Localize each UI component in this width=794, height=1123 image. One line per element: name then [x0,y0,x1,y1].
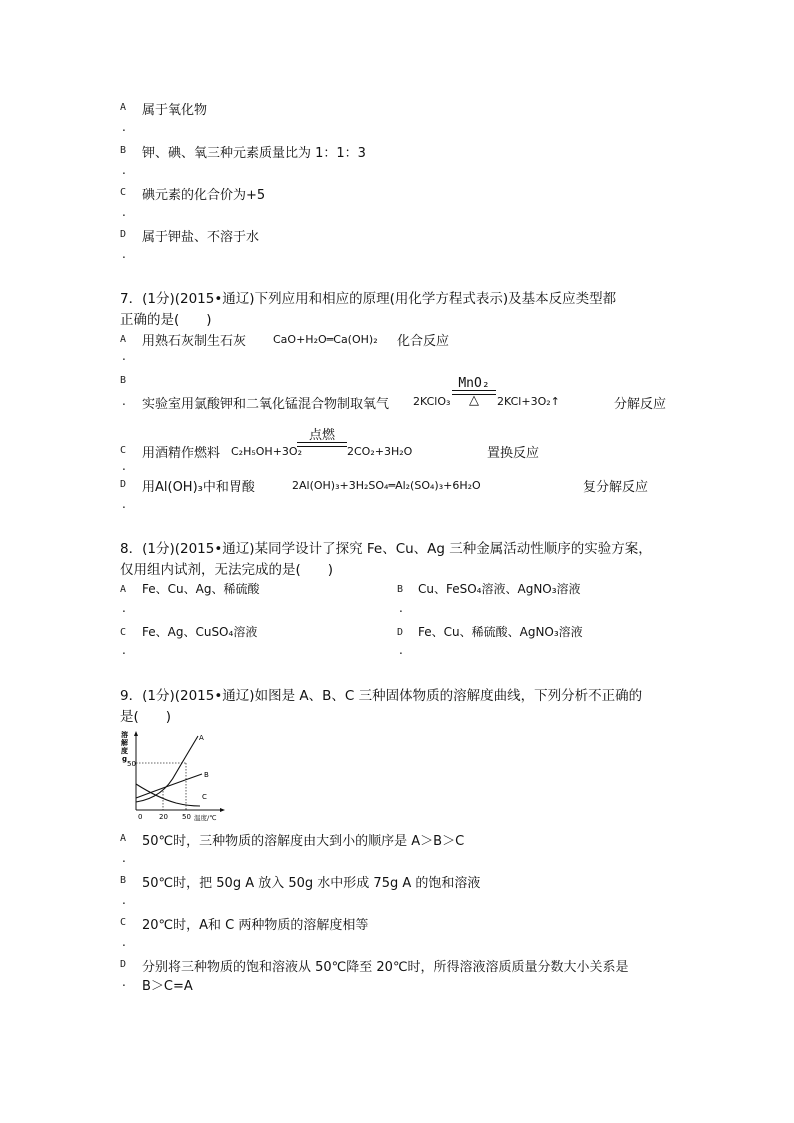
option-text: Fe、Cu、稀硫酸、AgNO₃溶液 [418,625,583,639]
x-tick-0: 0 [138,813,143,821]
option-dot: . [122,459,126,473]
y-label-char: 解 [121,739,128,747]
option-dot: . [122,394,126,408]
option-label: A [120,833,127,844]
option-text: Fe、Cu、Ag、稀硫酸 [142,582,260,596]
option-label: D [120,959,127,970]
option-dot: . [122,643,126,657]
option-label: C [120,445,127,456]
option-label: D [120,229,127,240]
option-label: A [120,102,127,113]
option-dot: . [122,601,126,615]
y-label-char: g [122,755,128,763]
x-axis-arrow [220,808,225,812]
q7-stem-line1: 7．(1分)(2015•通辽)下列应用和相应的原理(用化学方程式表示)及基本反应类型都 [120,291,617,307]
option-label: B [120,145,127,156]
option-dot: . [122,935,126,949]
option-dot: . [399,601,403,615]
q7-c-text: 用酒精作燃料 [142,446,221,461]
option-label: C [120,627,127,638]
option-text: 50℃时，把 50g A 放入 50g 水中形成 75g A 的饱和溶液 [142,876,481,891]
option-label: B [120,375,127,386]
catalyst-label: MnO₂ [458,376,490,391]
q7-a-equation: CaO+H₂O═Ca(OH)₂ [273,333,378,346]
option-text: 50℃时，三种物质的溶解度由大到小的顺序是 A＞B＞C [142,834,465,849]
y-tick-50: 50 [127,760,136,768]
option-dot: . [122,893,126,907]
q7-c-type: 置换反应 [487,446,540,461]
q9-stem-line1: 9．(1分)(2015•通辽)如图是 A、B、C 三种固体物质的溶解度曲线，下列分析不正确的 [120,688,643,704]
curve-a [136,736,198,802]
option-label: B [120,875,127,886]
q7-d-text: 用Al(OH)₃中和胃酸 [142,480,255,495]
heat-symbol: △ [469,393,479,408]
option-dot: . [122,851,126,865]
option-text-continued: B＞C=A [142,979,193,994]
q8-stem-line1: 8．(1分)(2015•通辽)某同学设计了探究 Fe、Cu、Ag 三种金属活动性顺序的实验方案， [120,541,652,557]
q7-b-condition [452,378,496,407]
x-axis-label: 温度/℃ [194,814,217,822]
option-dot: . [122,120,126,134]
option-text: Cu、FeSO₄溶液、AgNO₃溶液 [418,582,581,596]
x-tick-20: 20 [159,813,168,821]
q9-stem-line2: 是( ) [120,709,172,725]
option-text: 钾、碘、氧三种元素质量比为 1：1：3 [142,146,366,161]
option-dot: . [122,247,126,261]
q7-a-text: 用熟石灰制生石灰 [142,334,247,349]
option-text: 20℃时，A和 C 两种物质的溶解度相等 [142,918,369,933]
q7-c-eq-right: 2CO₂+3H₂O [347,445,413,458]
q7-b-eq-left: 2KClO₃ [413,395,451,408]
q7-c-eq-left: C₂H₅OH+3O₂ [231,445,302,458]
q7-b-eq-right: 2KCl+3O₂↑ [497,395,560,408]
option-text: 属于氧化物 [142,103,208,118]
option-label: A [120,584,127,595]
curve-b [136,774,202,798]
option-dot: . [122,163,126,177]
q7-d-equation: 2Al(OH)₃+3H₂SO₄═Al₂(SO₄)₃+6H₂O [292,479,481,492]
q7-b-text: 实验室用氯酸钾和二氧化锰混合物制取氧气 [142,397,390,412]
option-dot: . [122,497,126,511]
solubility-curve-figure [118,728,228,826]
option-dot: . [399,643,403,657]
q7-a-type: 化合反应 [397,334,450,349]
q7-c-condition [297,430,347,447]
ignite-label: 点燃 [308,428,335,443]
option-text: 碘元素的化合价为+5 [142,188,266,203]
option-dot: . [122,349,126,363]
option-label: D [397,627,404,638]
option-label: C [120,187,127,198]
option-label: B [397,584,404,595]
y-label-char: 度 [121,747,128,755]
option-dot: . [122,205,126,219]
y-label-char: 溶 [121,731,128,739]
option-dot: . [122,975,126,989]
option-label: D [120,479,127,490]
option-text: 属于钾盐、不溶于水 [142,230,260,245]
option-label: C [120,917,127,928]
y-axis-arrow [134,731,138,736]
option-text: Fe、Ag、CuSO₄溶液 [142,625,258,639]
curve-label-b: B [204,771,209,779]
curve-label-c: C [202,793,207,801]
option-label: A [120,334,127,345]
q8-stem-line2: 仅用组内试剂，无法完成的是( ) [120,562,334,578]
option-text: 分别将三种物质的饱和溶液从 50℃降至 20℃时，所得溶液溶质质量分数大小关系是 [142,960,629,975]
x-tick-50: 50 [182,813,191,821]
curve-label-a: A [199,734,204,742]
q7-stem-line2: 正确的是( ) [120,312,212,328]
q7-d-type: 复分解反应 [583,480,649,495]
q7-b-type: 分解反应 [614,397,667,412]
